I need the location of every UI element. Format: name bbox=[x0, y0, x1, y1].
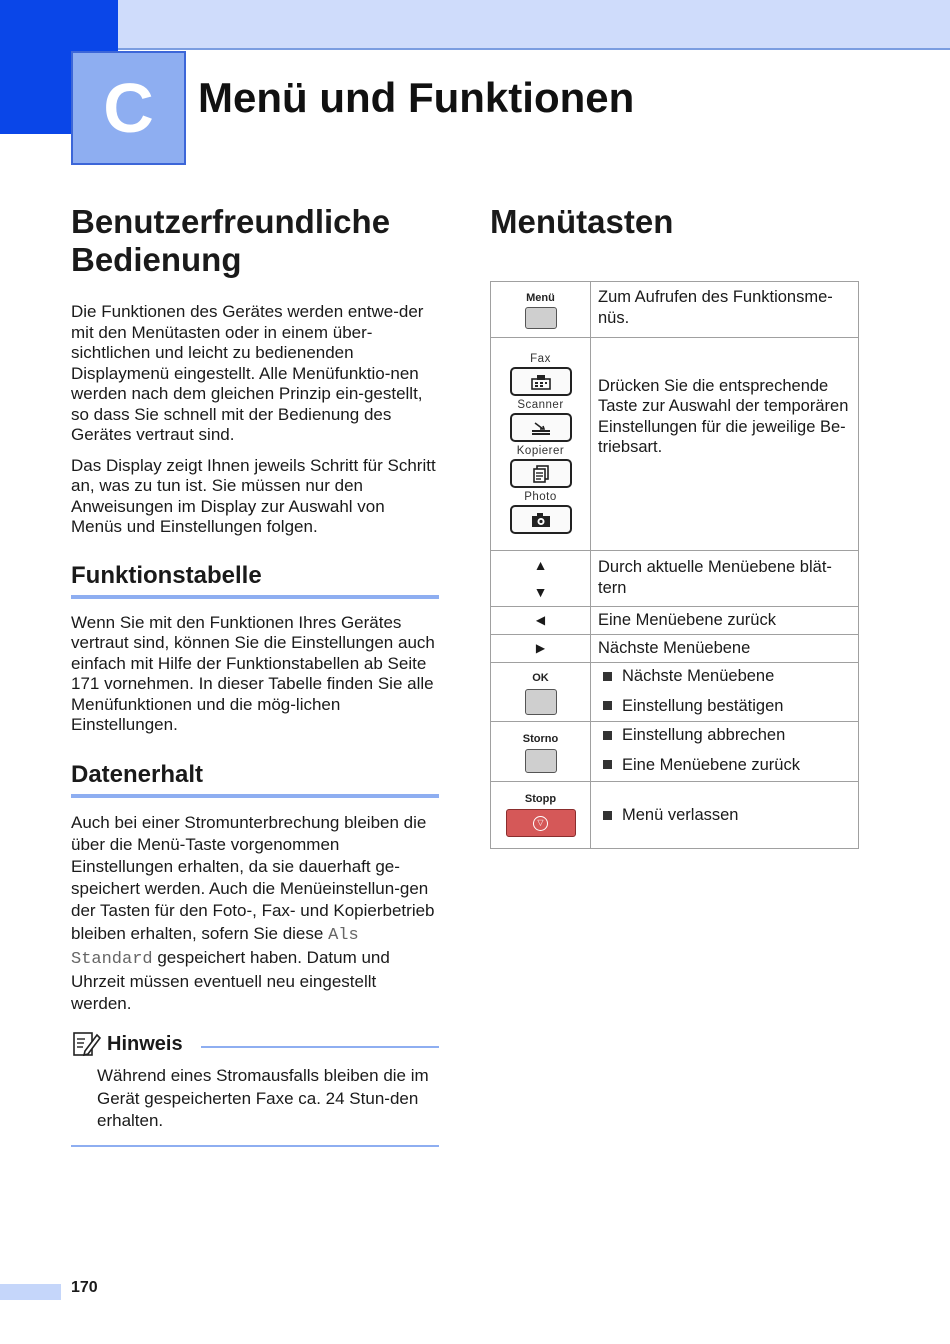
note-text: Während eines Stromausfalls bleiben die im Gerät gespeicherten Faxe ca. 24 Stun-den erhalten. bbox=[97, 1066, 429, 1131]
key-cell-storno bbox=[491, 722, 591, 782]
list-item bbox=[598, 696, 851, 717]
key-cell-menu bbox=[491, 282, 591, 338]
ok-item-1: Nächste Menüebene bbox=[622, 667, 775, 685]
setting-name-als-standard: Als Standard bbox=[71, 925, 359, 969]
bullet-square bbox=[603, 701, 612, 710]
list-item bbox=[598, 755, 851, 776]
storno-item-1: Einstellung abbrechen bbox=[622, 726, 786, 744]
header-band bbox=[0, 0, 950, 50]
mode-keys-description: Drücken Sie die entsprechende Taste zur Auswahl der temporären Einstellungen für die jeweilige Be-triebsart. bbox=[591, 338, 859, 551]
ok-key-label: OK bbox=[532, 672, 549, 684]
stopp-key-description bbox=[591, 782, 859, 849]
datenerhalt-text bbox=[71, 812, 439, 1016]
ok-key-button bbox=[525, 689, 557, 715]
storno-key-label: Storno bbox=[522, 733, 559, 745]
bullet-square bbox=[603, 760, 612, 769]
table-row-mode-keys bbox=[491, 338, 859, 551]
menu-key-label: Menü bbox=[526, 292, 555, 304]
right-arrow-description: Nächste Menüebene bbox=[591, 635, 859, 663]
note-divider bbox=[201, 1046, 439, 1048]
stopp-item-1: Menü verlassen bbox=[622, 805, 739, 824]
fax-key-button bbox=[510, 367, 572, 396]
right-arrow-icon: ▶ bbox=[491, 635, 591, 663]
ok-key-description bbox=[591, 663, 859, 722]
stopp-key-label: Stopp bbox=[524, 793, 557, 805]
menu-key-description: Zum Aufrufen des Funktionsme-nüs. bbox=[591, 282, 859, 338]
up-arrow-icon: ▲ bbox=[533, 557, 548, 573]
subheading-funktionstabelle: Funktionstabelle bbox=[71, 562, 439, 599]
list-item bbox=[598, 666, 851, 687]
page-number-tab bbox=[0, 1284, 61, 1300]
note-title: Hinweis bbox=[107, 1032, 183, 1055]
scanner-icon bbox=[531, 420, 551, 436]
note-bottom-rule bbox=[71, 1145, 439, 1147]
photo-key-label: Photo bbox=[524, 491, 557, 503]
chapter-badge bbox=[71, 51, 186, 165]
bullet-square bbox=[603, 672, 612, 681]
note-pencil-icon bbox=[71, 1029, 101, 1059]
menu-key-button bbox=[525, 307, 557, 329]
table-row-ok bbox=[491, 663, 859, 722]
left-arrow-icon: ◀ bbox=[491, 607, 591, 635]
down-arrow-icon: ▼ bbox=[533, 584, 548, 600]
key-cell-ok bbox=[491, 663, 591, 722]
scanner-key-button bbox=[510, 413, 572, 442]
note-header bbox=[71, 1029, 439, 1059]
table-row-storno bbox=[491, 722, 859, 782]
camera-icon bbox=[531, 512, 551, 528]
key-cell-up-down bbox=[491, 551, 591, 607]
intro-paragraph-1: Die Funktionen des Gerätes werden entwe-der mit den Menütasten oder in einem über-sichtlichen und leicht zu bedienenden Displaymenü eingestellt. Alle Menüfunktio-nen werden nach dem gleichen Prinzip ein-gestellt, so dass Sie schnell mit der Bedienung des Gerätes vertraut sind. bbox=[71, 302, 424, 444]
section-heading-menuetasten: Menütasten bbox=[490, 203, 674, 240]
bullet-square bbox=[603, 811, 612, 820]
table-row-menu bbox=[491, 282, 859, 338]
left-arrow-description: Eine Menüebene zurück bbox=[591, 607, 859, 635]
kopierer-key-button bbox=[510, 459, 572, 488]
up-down-description: Durch aktuelle Menüebene blät-tern bbox=[591, 551, 859, 607]
key-cell-stopp bbox=[491, 782, 591, 849]
scanner-key-label: Scanner bbox=[517, 399, 564, 411]
storno-item-2: Eine Menüebene zurück bbox=[622, 755, 800, 774]
ok-item-2: Einstellung bestätigen bbox=[622, 696, 784, 715]
funktionstabelle-text: Wenn Sie mit den Funktionen Ihres Gerätes vertraut sind, können Sie die Einstellungen auch einfach mit Hilfe der Funktionstabellen ab Seite 171 vornehmen. In dieser Tabelle finden Sie alle Menüfunktionen und die mög-lichen Einstellungen. bbox=[71, 612, 435, 734]
table-row-up-down bbox=[491, 551, 859, 607]
key-cell-mode-keys bbox=[491, 338, 591, 551]
right-column bbox=[490, 203, 860, 849]
datenerhalt-text-part2: gespeichert haben. Datum und Uhrzeit müssen eventuell neu eingestellt werden. bbox=[71, 947, 390, 1014]
storno-key-button bbox=[525, 749, 557, 773]
page-number: 170 bbox=[71, 1279, 98, 1296]
copy-icon bbox=[531, 465, 551, 483]
chapter-title: Menü und Funktionen bbox=[198, 74, 635, 121]
table-row-left bbox=[491, 607, 859, 635]
table-row-stopp bbox=[491, 782, 859, 849]
table-row-right bbox=[491, 635, 859, 663]
subheading-datenerhalt: Datenerhalt bbox=[71, 761, 439, 798]
photo-key-button bbox=[510, 505, 572, 534]
intro-paragraph-2: Das Display zeigt Ihnen jeweils Schritt für Schritt an, was zu tun ist. Sie müssen nur den Anweisungen im Display zur Auswahl von Menüs und Einstellungen folgen. bbox=[71, 455, 436, 536]
stopp-key-button bbox=[506, 809, 576, 837]
list-item bbox=[598, 805, 851, 826]
fax-icon bbox=[531, 374, 551, 390]
left-column bbox=[71, 203, 439, 1147]
chapter-letter: C bbox=[103, 69, 154, 147]
storno-key-description bbox=[591, 722, 859, 782]
menu-keys-table bbox=[490, 281, 859, 849]
datenerhalt-text-part1: Auch bei einer Stromunterbrechung bleiben die über die Menü-Taste vorgenommen Einstellungen erhalten, da sie dauerhaft ge-speichert werden. Auch die Menüeinstellun-gen der Tasten für den Foto-, Fax- und Kopierbetrieb bleiben erhalten, sofern Sie diese bbox=[71, 812, 435, 943]
list-item bbox=[598, 725, 851, 746]
stop-icon: ▽ bbox=[533, 816, 548, 831]
bullet-square bbox=[603, 731, 612, 740]
fax-key-label: Fax bbox=[530, 353, 551, 365]
section-heading-bedienung: Benutzerfreundliche Bedienung bbox=[71, 203, 391, 278]
kopierer-key-label: Kopierer bbox=[516, 445, 565, 457]
